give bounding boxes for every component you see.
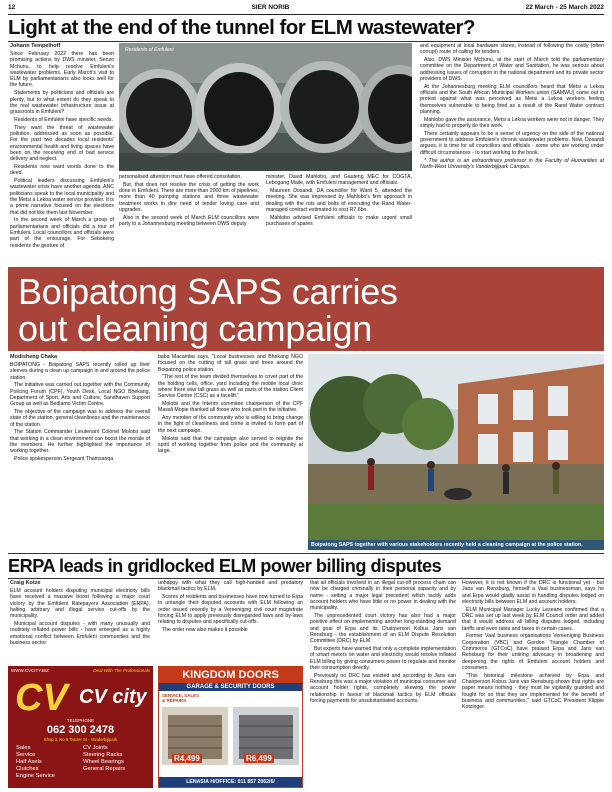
article2-column-1 xyxy=(10,362,150,550)
article3-column-2 xyxy=(158,580,303,664)
pipes-illustration xyxy=(119,43,412,171)
paragraph: "The rest of the team divided themselves to cover part of the the holding cells, office, yard including the mobile local clinic where there was tall grass as well as parts of the station Client Service Centre (CSC) as a facelift." xyxy=(158,374,303,400)
kingdom-doors-images xyxy=(162,707,299,765)
paragraph: Mahlobo gave the assurance, Metsi a Lekoa workers were not in danger. They simply had to properly do their work. xyxy=(420,116,604,130)
paragraph: But, that does not resolve the crisis of getting the work done in Emfuleni. There are more than 2000 km of pipelines, more than 40 pumping stations and three wastewater treatment works in dire need of tender loving care and upgrades. xyxy=(119,181,259,213)
paragraph: Molotsi and the Interim commitee chairperson of the CPF Masali Mopie thanked all those who took part in the initiative. xyxy=(158,401,303,414)
cv-city-address: Shop 3, No 9 Tanzer St - Vanderbijlpark xyxy=(43,737,118,742)
article2-photo-cleaning xyxy=(308,354,604,550)
article3-column-4 xyxy=(462,580,604,790)
paragraph: Also in the second week of March ELM councillors were party to a Johannesburg meeting between DWS deputy xyxy=(119,214,259,228)
paragraph: ELM account holders disputing municipal electricity bills have received a massive boost following a major court victory by the Emfuleni Ratepayers Association (ERPA), halting arbitrary and illegal service cut-offs by the municipality. xyxy=(10,588,150,620)
paragraph: Previously no DRC has existed and according to Jans van Rensburg this was a major violation of municipal consumer and account holder rights, completely skewing the power relationship in favour of blackmail tactics by ELM officials forcing payments for unsubstantiated accounts. xyxy=(310,672,456,704)
cv-city-telephone-label: TELEPHONE xyxy=(66,718,95,723)
paragraph: baba Macamba says, "Local businesses and Bhekang NGO focused on the cutting of tall grass and trees around the Boipatong police station. xyxy=(158,354,303,373)
article1-column-4 xyxy=(420,43,604,265)
article1-photo-caption: Residents of Emfuleni xyxy=(125,47,174,53)
service-item: Sales xyxy=(16,745,31,751)
service-item: Half Axels xyxy=(16,759,42,765)
paragraph: Municipal account disputes - with many unusually and routinely inflated power bills - have emerged as a highly emotional conflict between Emfuleni communities and the business sector xyxy=(10,620,150,646)
kingdom-doors-repairs: & REPAIRS xyxy=(162,698,187,703)
kingdom-doors-price-2: R6,499 xyxy=(246,754,272,763)
issue-date: 22 March - 25 March 2022 xyxy=(525,4,604,11)
paragraph: Mahlobo advised Emfuleni officials to make urgent small purchases of spares xyxy=(266,214,412,228)
paragraph: that all officials involved in an illegal cut-off process chain can now be charged criminally in their personal capacity and by name - setting a major legal precedent which tacitly adds account holders who have little or no power in dealing with the municipality. xyxy=(310,580,456,612)
paragraph: Former Vaal business organisations Vereeniging Business Corporation (VBC) and Gordon Triangle Chamber of Commerce (GTCoC) have praised Erpa and Jans van Rensburg for their untiring advocacy in broadening and deepening the rights of Emfuleni account holders and consumers. xyxy=(462,633,604,671)
article3-headline: ERPA leads in gridlocked ELM power billing disputes xyxy=(8,556,442,576)
paragraph: Statements by politicians and officials are plenty, but to what extent do they speak to the real wastewater infrastructure issue at grassroots in Emfuleni? xyxy=(10,90,114,116)
kingdom-doors-service: SERVICE, SALES xyxy=(162,693,200,698)
article2-headline-line-1: Boipatong SAPS carries xyxy=(18,271,398,312)
article1-photo-pipes xyxy=(119,43,412,171)
article2-column-2 xyxy=(158,354,303,550)
page-number: 12 xyxy=(8,4,16,11)
paragraph: But experts have warned that only a complete implementation of smart meters on water and electricity would resolve inflated ELM billing by giving consumers power to regulate and monitor their consumption directly. xyxy=(310,645,456,671)
svg-text:CV: CV xyxy=(15,677,68,716)
cv-city-phone: 062 300 2478 xyxy=(46,724,115,736)
paragraph: However, it is not known if the DRC is functional yet - but Jans van Rensburg, himself a Vaal businessman, says he and Erpa would gladly assist in handling disputes lodged on electricity bills between ELM and account holders. xyxy=(462,580,604,605)
service-item: Wheel Bearings xyxy=(83,759,124,765)
article3-column-3 xyxy=(310,580,456,790)
article3-byline: Craig Kotze xyxy=(10,580,41,586)
paragraph: ELM Municipal Manager Lucky Leseane confirmed that a DRC was set up last week by ELM Council order and added that it would address all billing disputes lodged, including tariffs and even rates and taxes in certain cases. xyxy=(462,606,604,632)
article2-banner xyxy=(8,267,604,351)
paragraph: Residents now want words done to the deed. xyxy=(10,164,114,177)
service-item: CV Joints xyxy=(83,745,108,751)
paragraph: There certainly appears to be a sense of urgency on the side of the national government to address Emfuleni's chronic wastewater problems. Now, Dosandi argues, it is time for all councillors and officials - some who are working under difficult circumstances - to start working to the book. xyxy=(420,130,604,156)
article2-byline: Modisheng Chaka xyxy=(10,354,58,360)
article1-column-2 xyxy=(119,174,259,265)
paragraph: The Station Commander Lieutenant Colonel Molotsi said that working in a clean environment can boost the morale of the members. He further highlighted the importance of working together. xyxy=(10,429,150,455)
paragraph: They want the threat of wastewater pollution, addressed as soon as possible. For the past two decades local residents' environmental health and living spaces have been on the receiving end of bad service delivery and neglect. xyxy=(10,124,114,163)
paragraph: Molotsi said that the campaign also served to reignite the spirit of working together from police and the community at large. xyxy=(158,435,303,455)
article2-headline-line-2: out cleaning campaign xyxy=(18,308,372,349)
article2-photo-caption: Boipatong SAPS together with various stakeholders recently held a cleaning campaign at the police station. xyxy=(308,540,604,550)
paragraph: Since February 2022 there has been promising actions by DWS minister, Senzo Mchunu, to help resolve Emfuleni's wastewater problems. Early March's visit to ELM by parliamentarians also looks well for the future. xyxy=(10,51,114,89)
cv-city-advert xyxy=(8,666,153,788)
paragraph: Maureen Dosandi, DA councillor for Ward 5, attended the meeting. She was impressed by Mahlobo's firm approach in dealing with the ruts and bolts of executing the Rand Water-managed contract estimated to cost R7,6bn. xyxy=(266,188,412,213)
cv-city-website: WWW.CVCITY.BIZ xyxy=(11,668,49,673)
paragraph: Also, DWS Minister Mchunu, at the start of March told the parliamentary committee on the Department of Water and Sanitation, he was serious about addressing issues of corruption in the national department and its private sector providers of DWS. xyxy=(420,57,604,82)
paragraph: The order now also makes it possible xyxy=(162,627,248,634)
article3-rule xyxy=(8,578,604,579)
cv-city-services-left xyxy=(16,745,55,780)
paragraph: At the Johannesburg meeting ELM councillors heard that Metsi a Lekoa officials and the South African Municipal Workers union (SAMWU) came out in protest against what was perceived as Metsi a Lekoa workers feeling themselves vulnerable to being fired as a result of the Rand Water contract planning. xyxy=(420,83,604,115)
cleaning-campaign-illustration xyxy=(308,354,604,550)
paragraph: The unprecedented court victory has also had a major positive effect on implementing another long-standing demand and goal of Erpa and its Chairperson Kobus Jans van Rensburg - the establishment of an ELM Dispute Resolution Committee (DRC) by ELM. xyxy=(310,612,456,645)
article3-top-rule xyxy=(8,553,604,554)
paragraph: unhappy with what they call high-handed and predatory blackmail tactics by ELM. xyxy=(158,580,303,593)
kingdom-doors-price-1: R4,499 xyxy=(174,754,200,763)
paragraph: Political leaders discussing Emfuleni's wastewater crisis have another agenda. ANC politicians speak to the local municipality and the Metsi a Lekoa water service provider. It is a prime narrative focused on the elections that did not like them last November. xyxy=(10,178,114,216)
service-item: Clutches xyxy=(16,766,39,772)
publication-name: SIER NORIB xyxy=(251,4,290,11)
paragraph: "This historical milestone achieved by Erpa and Chairperson Kobus Jans van Rensburg shows that rights are paper means nothing - they must be vigilantly guarded and fought for so that they are implemented for the benefit of business and communities," said GTCoC President Klippie Kotzinger. xyxy=(462,672,604,711)
article2-headline xyxy=(8,267,604,353)
author-note: * The author is an extraordinary professor in the Faculty of Humanities at North-West University's Vanderbijlpark Campus. xyxy=(420,157,604,170)
cv-city-logo xyxy=(13,676,148,716)
paragraph: BOIPATONG - Boipatong SAPS recently rolled up their sleeves during a clean up campaign in and around the police station. xyxy=(10,362,150,381)
paragraph: Residents of Emfuleni have specific needs. xyxy=(14,116,113,123)
paragraph: In the second week of March a group of parliamentarians and officials did a tour of Emfuleni. Local councillors and officials were part of the entourage. For Sebokeng residents the gesture of xyxy=(10,217,114,249)
kingdom-doors-advert xyxy=(158,666,303,788)
paragraph: minister, David Mahlobo, and Gauteng MEC for COGTA, Lebogang Maile, with Emfuleni management and officials. xyxy=(266,174,412,187)
article1-column-3 xyxy=(266,174,412,265)
paragraph: personalised attention must have offered consolation. xyxy=(119,174,242,180)
article1-byline: Johann Tempelhoff xyxy=(10,43,61,49)
kingdom-doors-brand: KINGDOM DOORS xyxy=(159,667,302,683)
service-item: Engine Service xyxy=(16,773,55,779)
service-item: General Repairs xyxy=(83,766,126,772)
cv-city-services-right xyxy=(83,745,125,773)
article1-column-1 xyxy=(10,51,114,265)
cv-city-tagline: Deal With The Professionals xyxy=(93,668,150,673)
kingdom-doors-subtitle: GARAGE & SECURITY DOORS xyxy=(159,683,302,691)
service-item: Service xyxy=(16,752,36,758)
paragraph: Scores of residents and businesses have now turned to Erpa to untangle their disputed accounts with ELM following an order issued recently by a Vereeniging civil court magistrate forcing ELM to apply previously disregarded laws and by-laws relating to disputes and specifically cut-offs. xyxy=(158,594,303,626)
paragraph: The objective of the campaign was to address the overall state of the station, general cleanliness and the maintenance of the station. xyxy=(10,409,150,428)
page-header xyxy=(8,4,604,15)
cv-city-brand: CV city xyxy=(79,686,147,708)
paragraph: The initiative was carried out together with the Community Policing Forum (CPF), Youth Desk, Local NGO Bhekang, Department of Sport, Arts and Culture, Sandhaven Support Group as well as Bedlamo Victim Centre. xyxy=(10,382,150,408)
service-item: Steering Racks xyxy=(83,752,123,758)
kingdom-doors-footer: LENASIA H/OFFICE: 011 857 2062/6/ xyxy=(159,777,302,787)
article1-headline: Light at the end of the tunnel for ELM wastewater? xyxy=(8,16,476,39)
paragraph: Police spokesperson Sergeant Thamsanqa xyxy=(14,456,114,463)
paragraph: and equipment at local hardware stores, instead of following the costly (often corrupt) route of calling for tenders. xyxy=(420,43,604,56)
article3-column-1 xyxy=(10,588,150,664)
paragraph: Any member of the community who is willing to bring change in the fight of cleanliness and crime is invited to form part of the next campaign. xyxy=(158,415,303,434)
article1-rule xyxy=(8,41,604,42)
